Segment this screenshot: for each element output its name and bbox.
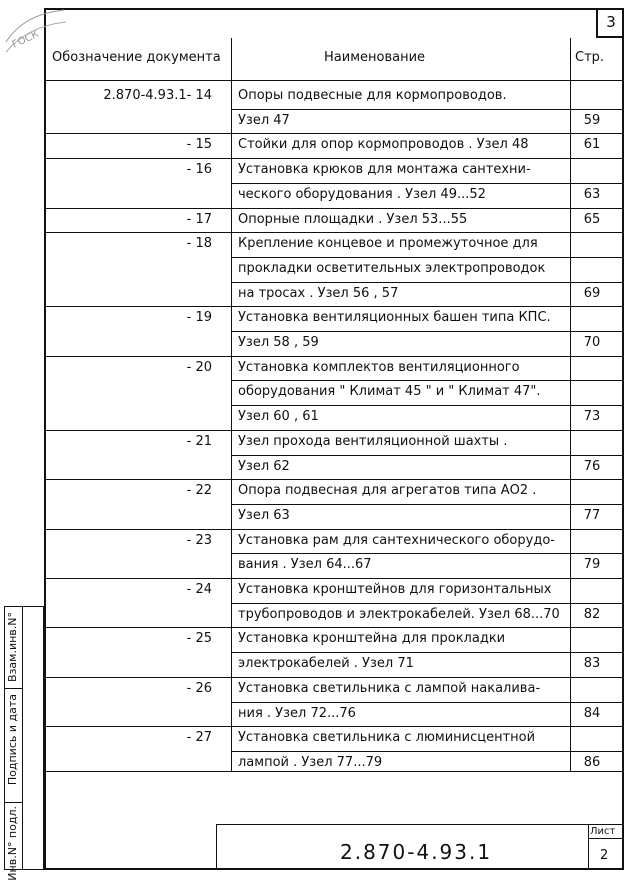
row-rule	[44, 726, 624, 727]
document-code: 2.870-4.93.1	[340, 840, 493, 864]
row-rule	[44, 529, 624, 530]
row-code: - 21	[186, 433, 212, 449]
row-page: 61	[583, 137, 601, 153]
row-name: Установка светильника с люминисцентной	[238, 730, 536, 746]
row-page: 65	[583, 211, 601, 227]
sheet-number-top: 3	[596, 8, 624, 38]
row-rule	[44, 479, 624, 480]
row-rule	[231, 109, 624, 110]
stamp-text: ГОСК	[10, 28, 41, 51]
header-designation: Обозначение документа	[52, 50, 221, 65]
row-name: Опорные площадки . Узел 53...55	[238, 211, 468, 227]
row-name: Установка светильника с лампой накалива-	[238, 680, 541, 696]
header-name: Наименование	[324, 50, 426, 65]
row-name: Установка кронштейна для прокладки	[238, 631, 506, 647]
row-code: 2.870-4.93.1- 14	[103, 88, 212, 103]
row-name: оборудования " Климат 45 " и " Климат 47".	[238, 384, 541, 400]
row-code: - 20	[186, 359, 212, 375]
title-block-top	[216, 824, 624, 825]
row-rule	[44, 232, 624, 233]
row-name: ческого оборудования . Узел 49...52	[238, 186, 486, 202]
row-rule	[44, 578, 624, 579]
row-code: - 18	[186, 236, 212, 252]
header-page: Стр.	[575, 50, 605, 65]
row-code: - 24	[186, 582, 212, 597]
row-code: - 15	[186, 137, 212, 153]
title-block-sheet-divider	[588, 824, 589, 870]
row-page: 82	[583, 606, 601, 622]
row-rule	[231, 702, 624, 703]
row-rule	[231, 455, 624, 456]
sheet-label: Лист	[590, 826, 616, 837]
row-name: ния . Узел 72...76	[238, 705, 356, 721]
row-rule	[231, 652, 624, 653]
row-page: 63	[583, 186, 601, 202]
row-name: Установка кронштейнов для горизонтальных	[238, 582, 552, 597]
row-name: электрокабелей . Узел 71	[238, 656, 414, 672]
row-name: вания . Узел 64...67	[238, 557, 372, 573]
row-rule	[44, 627, 624, 628]
row-page: 86	[583, 754, 601, 770]
row-page: 83	[583, 656, 601, 672]
row-code: - 26	[186, 680, 212, 696]
row-page: 84	[583, 705, 601, 721]
row-name: Установка комплектов вентиляционного	[238, 359, 520, 375]
row-name: Узел 63	[238, 507, 290, 523]
label-inv-replace: Взам.инв.N°	[6, 612, 19, 682]
row-page: 77	[583, 507, 601, 523]
row-rule	[44, 430, 624, 431]
label-inv-orig: Инв.N° подл.	[6, 806, 19, 881]
row-rule	[231, 380, 624, 381]
row-code: - 17	[186, 211, 212, 227]
row-code: - 22	[186, 483, 212, 499]
side-stamp	[4, 606, 44, 881]
row-page: 69	[583, 285, 601, 301]
row-rule	[44, 356, 624, 357]
row-rule	[231, 257, 624, 258]
row-name: Узел прохода вентиляционной шахты .	[238, 433, 508, 449]
row-name: на тросах . Узел 56 , 57	[238, 285, 399, 301]
row-code: - 16	[186, 162, 212, 178]
row-name: Установка рам для сантехнического оборудо-	[238, 532, 555, 548]
row-rule	[231, 751, 624, 752]
row-name: Установка крюков для монтажа сантехни-	[238, 162, 531, 178]
row-code: - 23	[186, 532, 212, 548]
table-bottom-rule	[44, 771, 624, 772]
stamp	[4, 4, 68, 54]
title-block-left	[216, 824, 217, 870]
row-name: Установка вентиляционных башен типа КПС.	[238, 310, 551, 326]
row-rule	[44, 133, 624, 134]
label-sign-date: Подпись и дата	[6, 694, 19, 786]
row-name: трубопроводов и электрокабелей. Узел 68...70	[238, 606, 560, 622]
row-rule	[231, 553, 624, 554]
row-rule	[231, 603, 624, 604]
row-name: Опора подвесная для агрегатов типа АО2 .	[238, 483, 537, 499]
row-name: Узел 47	[238, 112, 290, 128]
row-rule	[44, 158, 624, 159]
row-name: Узел 58 , 59	[238, 335, 319, 350]
row-name: лампой . Узел 77...79	[238, 754, 383, 770]
row-name: Узел 60 , 61	[238, 409, 319, 425]
row-name: Стойки для опор кормопроводов . Узел 48	[238, 137, 529, 153]
row-page: 76	[583, 458, 601, 474]
title-block-sheet-rule	[588, 838, 624, 839]
row-name: Крепление концевое и промежуточное для	[238, 236, 538, 252]
row-code: - 19	[186, 310, 212, 326]
row-code: - 25	[186, 631, 212, 647]
header-rule	[44, 80, 624, 81]
row-rule	[231, 405, 624, 406]
row-name: прокладки осветительных электропроводок	[238, 260, 546, 276]
row-name: Узел 62	[238, 458, 290, 474]
row-page: 59	[583, 112, 601, 128]
sheet-number: 2	[600, 848, 609, 863]
row-rule	[231, 183, 624, 184]
row-rule	[231, 504, 624, 505]
row-page: 70	[583, 335, 601, 350]
row-code: - 27	[186, 730, 212, 746]
row-page: 79	[583, 557, 601, 573]
row-rule	[231, 331, 624, 332]
row-page: 73	[583, 409, 601, 425]
row-rule	[231, 282, 624, 283]
row-rule	[44, 208, 624, 209]
row-rule	[44, 306, 624, 307]
row-name: Опоры подвесные для кормопроводов.	[238, 88, 507, 103]
row-rule	[44, 677, 624, 678]
